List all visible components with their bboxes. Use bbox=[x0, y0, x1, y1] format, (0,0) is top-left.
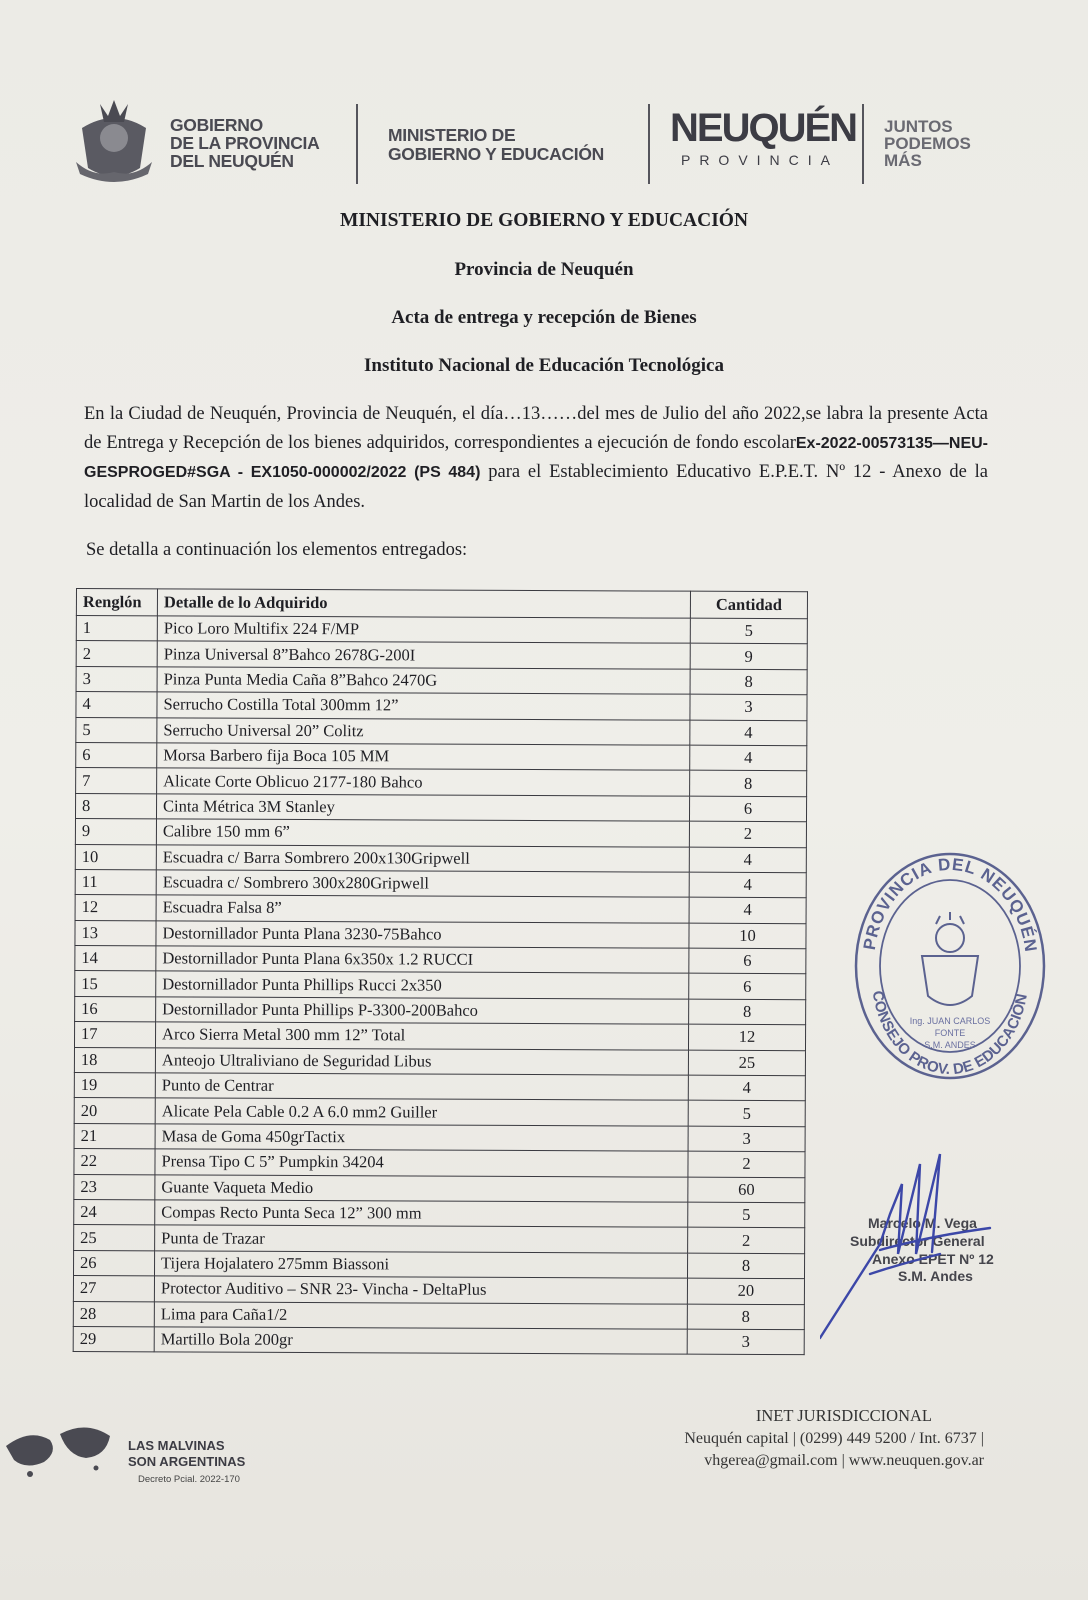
item-detail: Destornillador Punta Plana 6x350x 1.2 RUCCI bbox=[156, 946, 689, 974]
item-quantity: 6 bbox=[689, 948, 806, 974]
table-row bbox=[75, 971, 806, 1000]
item-detail: Tijera Hojalatero 275mm Biassoni bbox=[154, 1251, 687, 1279]
divider bbox=[862, 104, 864, 184]
item-quantity: 6 bbox=[689, 796, 806, 822]
item-quantity: 4 bbox=[689, 897, 806, 923]
signer-school: Anexo EPET Nº 12 bbox=[872, 1251, 994, 1267]
item-quantity: 8 bbox=[690, 771, 807, 797]
item-detail: Masa de Goma 450grTactix bbox=[155, 1124, 688, 1152]
slogan-line-3: MÁS bbox=[884, 151, 922, 170]
row-number: 24 bbox=[74, 1199, 155, 1225]
row-number: 8 bbox=[75, 793, 156, 819]
signer-title: Subdirector General bbox=[850, 1233, 985, 1249]
item-detail: Compas Recto Punta Seca 12” 300 mm bbox=[155, 1200, 688, 1228]
item-quantity: 10 bbox=[689, 923, 806, 949]
row-number: 17 bbox=[74, 1022, 155, 1048]
item-quantity: 2 bbox=[688, 1228, 805, 1254]
table-row bbox=[74, 1174, 805, 1203]
item-detail: Destornillador Punta Plana 3230-75Bahco bbox=[156, 921, 689, 949]
row-number: 9 bbox=[75, 819, 156, 845]
row-number: 29 bbox=[73, 1326, 154, 1352]
row-number: 6 bbox=[76, 742, 157, 768]
provincial-coat-of-arms-icon bbox=[74, 98, 154, 186]
table-row bbox=[76, 641, 807, 670]
item-quantity: 4 bbox=[689, 847, 806, 873]
column-header-row-number: Renglón bbox=[76, 589, 157, 616]
item-quantity: 12 bbox=[688, 1024, 805, 1050]
table-header-row bbox=[76, 589, 807, 619]
signer-location: S.M. Andes bbox=[898, 1268, 973, 1284]
item-detail: Lima para Caña1/2 bbox=[154, 1301, 687, 1329]
brand-subtitle: PROVINCIA bbox=[680, 152, 839, 168]
row-number: 11 bbox=[75, 869, 156, 895]
table-row bbox=[75, 895, 806, 924]
act-title: Acta de entrega y recepción de Bienes bbox=[391, 307, 697, 328]
ministry-title: MINISTERIO DE GOBIERNO Y EDUCACIÓN bbox=[339, 210, 749, 231]
stamp-text-bottom: CONSEJO PROV. DE EDUCACIÓN bbox=[868, 989, 1031, 1079]
item-detail: Pinza Punta Media Caña 8”Bahco 2470G bbox=[157, 667, 690, 695]
malvinas-line-1: LAS MALVINAS bbox=[128, 1438, 225, 1453]
table-row bbox=[73, 1276, 804, 1305]
item-detail: Escuadra c/ Barra Sombrero 200x130Gripwell bbox=[156, 844, 689, 872]
malvinas-slogan bbox=[128, 1438, 245, 1470]
table-row bbox=[76, 742, 807, 771]
government-name bbox=[170, 116, 319, 170]
item-quantity: 2 bbox=[688, 1151, 805, 1177]
item-detail: Punto de Centrar bbox=[155, 1073, 688, 1101]
table-row bbox=[75, 819, 806, 848]
act-paragraph bbox=[84, 400, 988, 516]
item-quantity: 8 bbox=[690, 669, 807, 695]
table-row bbox=[76, 717, 807, 746]
row-number: 13 bbox=[75, 920, 156, 946]
handwritten-signature bbox=[820, 1144, 1060, 1344]
row-number: 22 bbox=[74, 1149, 155, 1175]
item-detail: Cinta Métrica 3M Stanley bbox=[156, 794, 689, 822]
divider bbox=[648, 104, 650, 184]
row-number: 4 bbox=[76, 692, 157, 718]
paragraph-text: En la Ciudad de Neuquén, Provincia de Neuquén, el día…13……del mes de Julio del año 2022,se labra la presente Acta de Entrega y Recepción de los bienes adquiridos, correspondientes a ejecución de fondo escolar bbox=[84, 404, 988, 453]
divider bbox=[356, 104, 358, 184]
item-quantity: 5 bbox=[688, 1202, 805, 1228]
row-number: 26 bbox=[73, 1250, 154, 1276]
table-row bbox=[75, 920, 806, 949]
item-detail: Escuadra Falsa 8” bbox=[156, 895, 689, 923]
item-detail: Destornillador Punta Phillips P-3300-200Bahco bbox=[156, 997, 689, 1025]
item-detail: Guante Vaqueta Medio bbox=[155, 1174, 688, 1202]
item-quantity: 4 bbox=[688, 1075, 805, 1101]
table-row bbox=[75, 844, 806, 873]
decree-reference: Decreto Pcial. 2022-170 bbox=[138, 1474, 240, 1485]
ministry-line-1: MINISTERIO DE bbox=[388, 125, 516, 145]
letterhead bbox=[70, 98, 1030, 190]
row-number: 16 bbox=[75, 996, 156, 1022]
row-number: 19 bbox=[74, 1073, 155, 1099]
neuquen-brand-logo bbox=[670, 106, 857, 168]
row-number: 21 bbox=[74, 1123, 155, 1149]
item-quantity: 5 bbox=[690, 618, 807, 644]
item-detail: Alicate Corte Oblicuo 2177-180 Bahco bbox=[157, 768, 690, 796]
slogan bbox=[884, 118, 971, 169]
province-title: Provincia de Neuquén bbox=[454, 259, 634, 280]
ministry-line-2: GOBIERNO Y EDUCACIÓN bbox=[388, 144, 605, 164]
table-row bbox=[74, 1149, 805, 1178]
item-detail: Prensa Tipo C 5” Pumpkin 34204 bbox=[155, 1149, 688, 1177]
item-quantity: 4 bbox=[690, 720, 807, 746]
table-row bbox=[75, 793, 806, 822]
row-number: 20 bbox=[74, 1098, 155, 1124]
row-number: 15 bbox=[75, 971, 156, 997]
row-number: 3 bbox=[76, 666, 157, 692]
item-detail: Destornillador Punta Phillips Rucci 2x350 bbox=[156, 971, 689, 999]
item-quantity: 6 bbox=[689, 974, 806, 1000]
item-detail: Arco Sierra Metal 300 mm 12” Total bbox=[155, 1022, 688, 1050]
contact-phone: Neuquén capital | (0299) 449 5200 / Int. 6737 | bbox=[684, 1430, 984, 1447]
row-number: 18 bbox=[74, 1047, 155, 1073]
column-header-quantity: Cantidad bbox=[690, 591, 807, 619]
table-row bbox=[73, 1301, 804, 1330]
table-row bbox=[76, 692, 807, 721]
column-header-detail: Detalle de lo Adquirido bbox=[157, 589, 690, 618]
table-row bbox=[75, 946, 806, 975]
item-quantity: 4 bbox=[689, 872, 806, 898]
item-quantity: 60 bbox=[688, 1177, 805, 1203]
table-row bbox=[75, 869, 806, 898]
row-number: 23 bbox=[74, 1174, 155, 1200]
item-detail: Serrucho Costilla Total 300mm 12” bbox=[157, 692, 690, 720]
svg-text:PROVINCIA DEL NEUQUÉN bbox=[860, 855, 1041, 954]
contact-email-web: vhgerea@gmail.com | www.neuquen.gov.ar bbox=[704, 1452, 984, 1469]
item-quantity: 5 bbox=[688, 1101, 805, 1127]
ministry-name bbox=[388, 126, 604, 164]
row-number: 27 bbox=[73, 1276, 154, 1302]
file-reference: Ex-2022-00573135—NEU-GESPROGED#SGA - EX1050-000002/2022 (PS 484) bbox=[84, 434, 988, 481]
table-row bbox=[73, 1326, 804, 1355]
item-quantity: 8 bbox=[687, 1253, 804, 1279]
item-detail: Alicate Pela Cable 0.2 A 6.0 mm2 Guiller bbox=[155, 1098, 688, 1126]
item-detail: Pinza Universal 8”Bahco 2678G-200I bbox=[157, 641, 690, 669]
signer-name: Marcelo M. Vega bbox=[868, 1215, 977, 1231]
table-row bbox=[76, 666, 807, 695]
slogan-line-1: JUNTOS bbox=[884, 117, 953, 136]
item-detail: Martillo Bola 200gr bbox=[154, 1327, 687, 1355]
item-quantity: 4 bbox=[690, 745, 807, 771]
gov-line-3: DEL NEUQUÉN bbox=[170, 151, 294, 171]
table-row bbox=[74, 1199, 805, 1228]
institute-title: Instituto Nacional de Educación Tecnológica bbox=[364, 355, 724, 376]
row-number: 1 bbox=[76, 616, 157, 642]
item-quantity: 3 bbox=[688, 1126, 805, 1152]
item-quantity: 8 bbox=[687, 1304, 804, 1330]
items-intro: Se detalla a continuación los elementos entregados: bbox=[86, 540, 468, 560]
stamp-name-2: FONTE bbox=[934, 1028, 966, 1038]
table-row bbox=[76, 768, 807, 797]
gov-line-1: GOBIERNO bbox=[170, 115, 263, 135]
malvinas-line-2: SON ARGENTINAS bbox=[128, 1454, 246, 1469]
stamp-name-1: Ing. JUAN CARLOS bbox=[909, 1016, 991, 1026]
table-row bbox=[74, 1123, 805, 1152]
row-number: 5 bbox=[76, 717, 157, 743]
table-row bbox=[73, 1250, 804, 1279]
table-row bbox=[74, 1225, 805, 1254]
inet-label: INET JURISDICCIONAL bbox=[755, 1406, 932, 1425]
item-detail: Protector Auditivo – SNR 23- Vincha - DeltaPlus bbox=[154, 1276, 687, 1304]
item-quantity: 3 bbox=[690, 694, 807, 720]
item-detail: Serrucho Universal 20” Colitz bbox=[157, 717, 690, 745]
table-row bbox=[74, 1022, 805, 1051]
item-quantity: 25 bbox=[688, 1050, 805, 1076]
slogan-line-2: PODEMOS bbox=[884, 134, 971, 153]
item-detail: Pico Loro Multifix 224 F/MP bbox=[157, 616, 690, 644]
item-quantity: 2 bbox=[689, 821, 806, 847]
brand-wordmark: NEUQUÉN bbox=[670, 106, 857, 150]
table-row bbox=[76, 616, 807, 645]
item-quantity: 9 bbox=[690, 644, 807, 670]
official-seal-stamp bbox=[852, 846, 1048, 1102]
item-quantity: 20 bbox=[687, 1278, 804, 1304]
stamp-name-3: S.M. ANDES bbox=[924, 1040, 976, 1050]
row-number: 10 bbox=[75, 844, 156, 870]
row-number: 28 bbox=[73, 1301, 154, 1327]
item-detail: Punta de Trazar bbox=[155, 1225, 688, 1253]
row-number: 14 bbox=[75, 946, 156, 972]
row-number: 25 bbox=[74, 1225, 155, 1251]
table-row bbox=[74, 1047, 805, 1076]
item-detail: Anteojo Ultraliviano de Seguridad Libus bbox=[155, 1047, 688, 1075]
table-row bbox=[74, 1073, 805, 1102]
item-detail: Escuadra c/ Sombrero 300x280Gripwell bbox=[156, 870, 689, 898]
gov-line-2: DE LA PROVINCIA bbox=[170, 133, 320, 153]
item-detail: Morsa Barbero fija Boca 105 MM bbox=[157, 743, 690, 771]
paragraph-text-end: para el Establecimiento Educativo E.P.E.T. Nº 12 - Anexo de la localidad de San Martin de los Andes. bbox=[84, 462, 989, 512]
table-row bbox=[75, 996, 806, 1025]
stamp-text-top: PROVINCIA DEL NEUQUÉN bbox=[859, 854, 1041, 954]
item-quantity: 8 bbox=[689, 999, 806, 1025]
row-number: 2 bbox=[76, 641, 157, 667]
items-table bbox=[73, 588, 808, 1356]
row-number: 7 bbox=[76, 768, 157, 794]
item-detail: Calibre 150 mm 6” bbox=[156, 819, 689, 847]
item-quantity: 3 bbox=[687, 1329, 804, 1355]
table-row bbox=[74, 1098, 805, 1127]
row-number: 12 bbox=[75, 895, 156, 921]
